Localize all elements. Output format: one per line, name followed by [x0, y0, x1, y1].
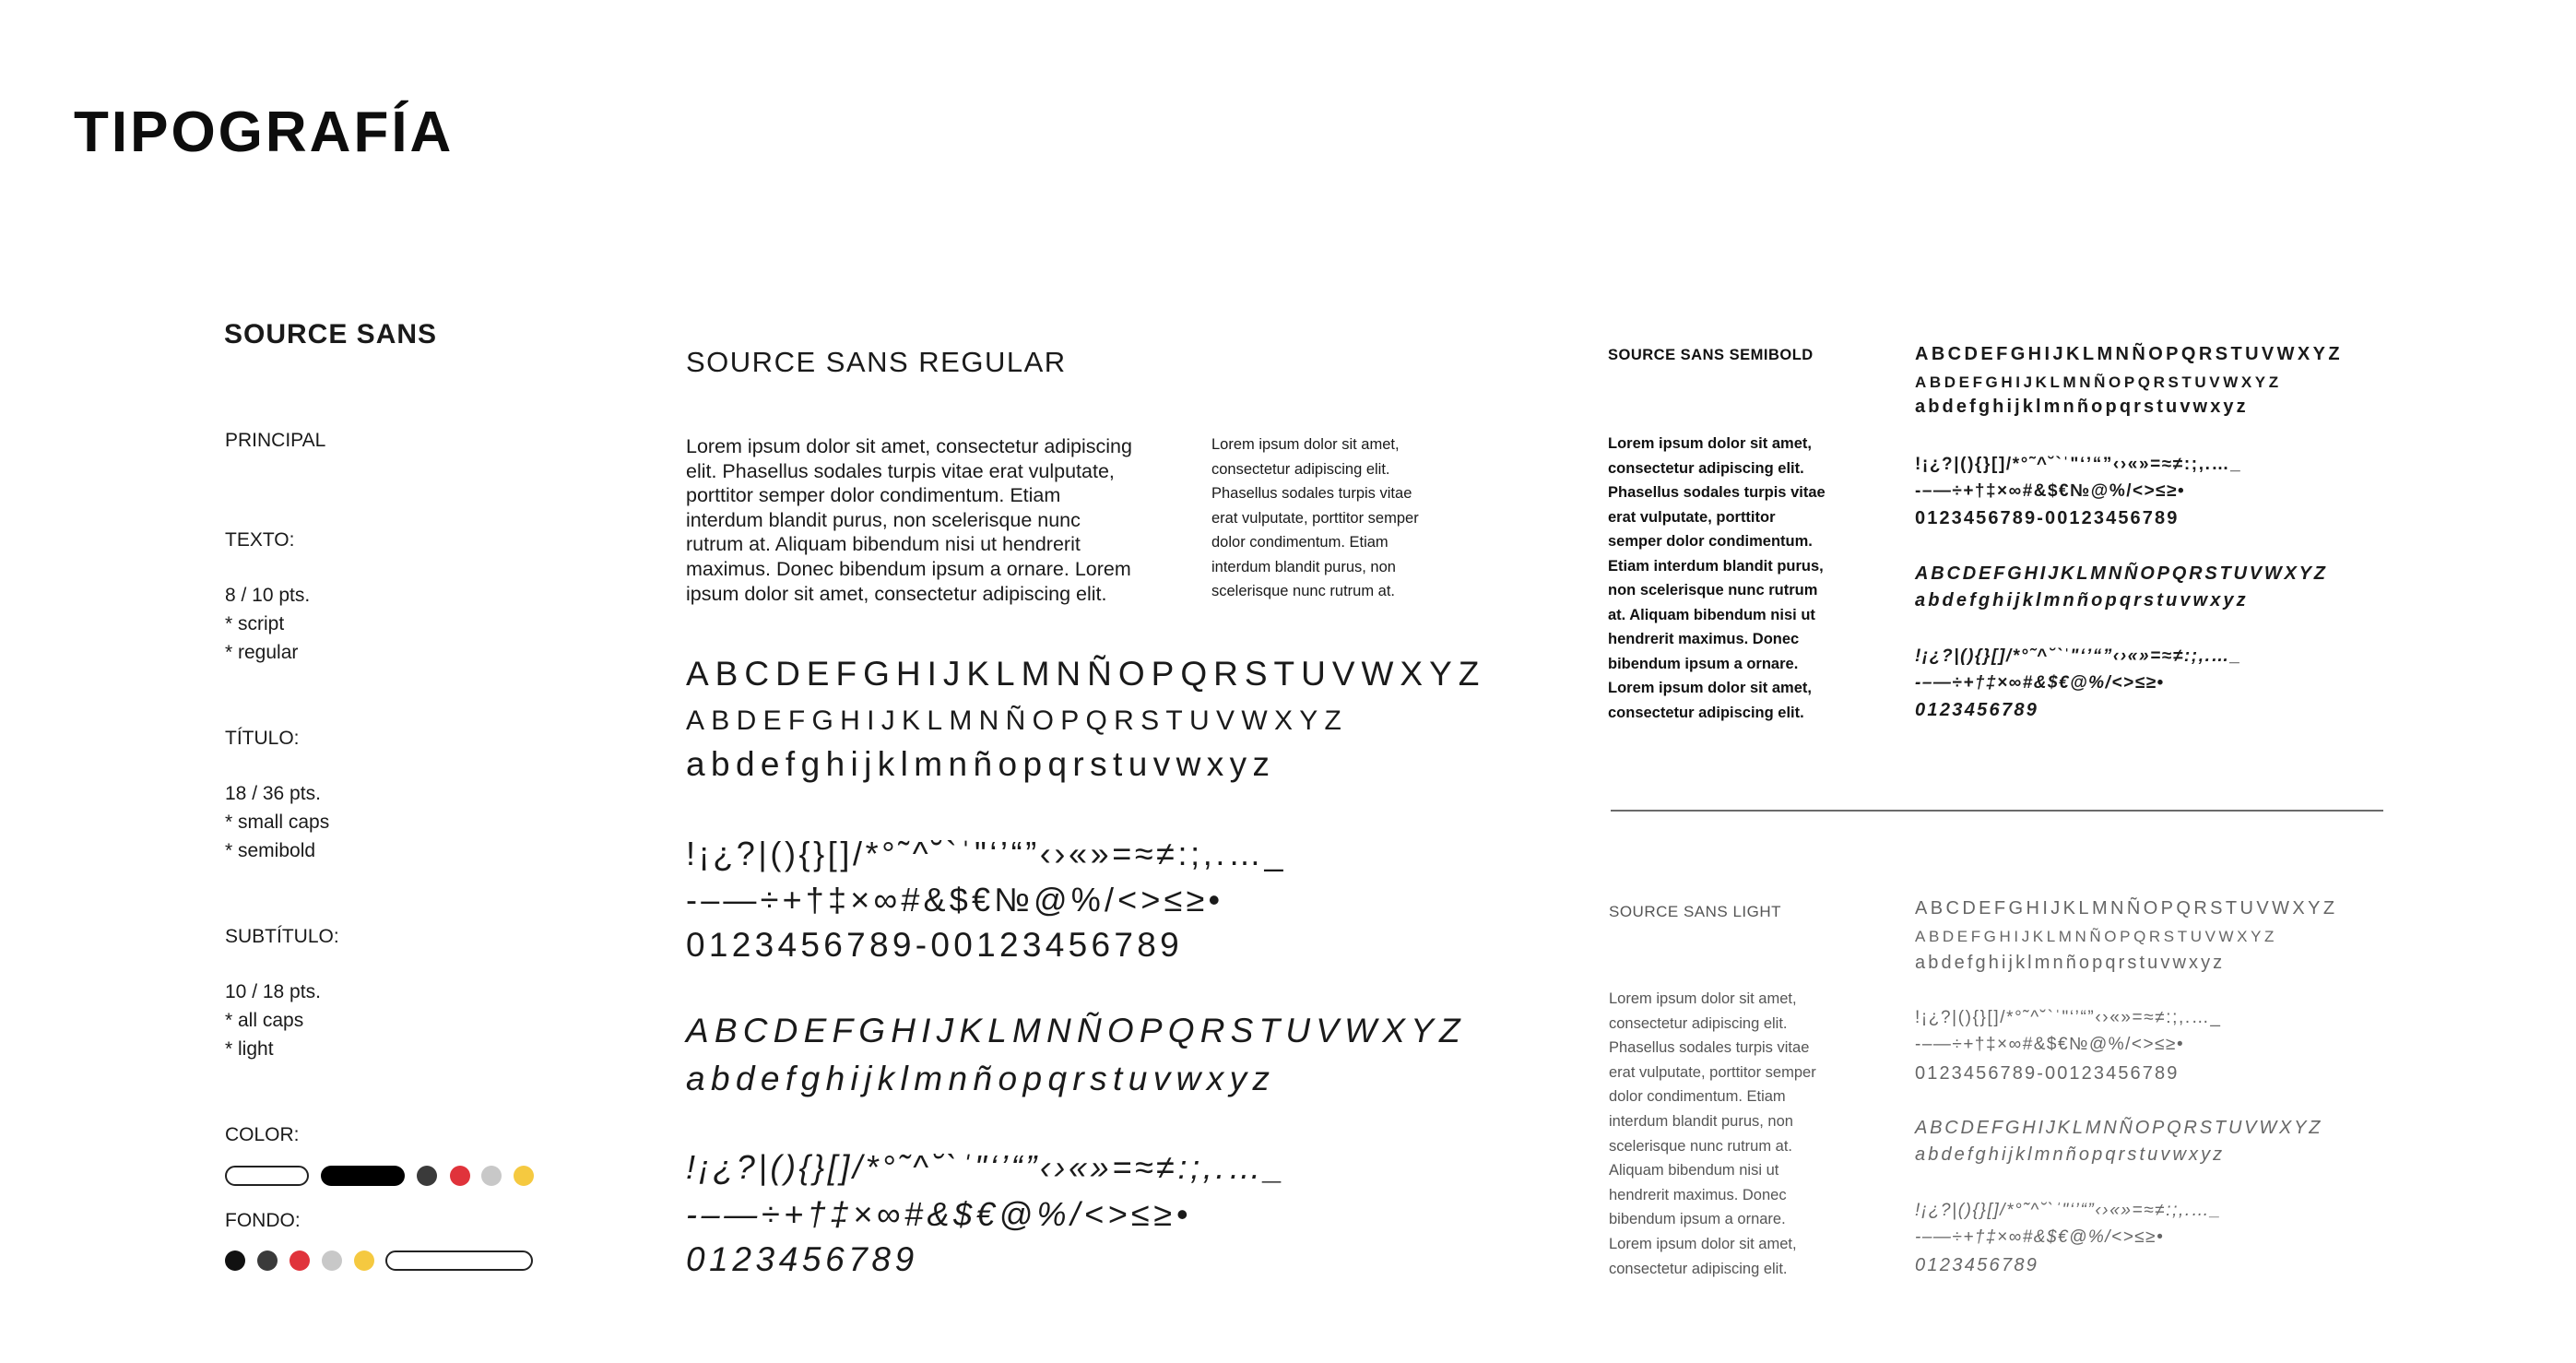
texto-weight: * regular — [225, 642, 299, 663]
light-lowercase: abdefghijklmnñopqrstuvwxyz — [1915, 953, 2226, 973]
color-swatch-dark-gray — [417, 1166, 437, 1186]
subtitulo-spec — [225, 978, 321, 1063]
light-italic-digits: 0123456789 — [1915, 1255, 2039, 1275]
fondo-swatch-black — [225, 1250, 245, 1271]
subtitulo-label: SUBTÍTULO: — [225, 926, 339, 947]
semibold-italic-lowercase: abdefghijklmnñopqrstuvwxyz — [1915, 590, 2249, 610]
light-smallcaps: ABDEFGHIJKLMNÑOPQRSTUVWXYZ — [1915, 928, 2278, 945]
semibold-sample: Lorem ipsum dolor sit amet, consectetur adipiscing elit. Phasellus sodales turpis vitae erat vulputate, porttitor semper dolor condimentum. Etiam interdum blandit purus, non scelerisque nunc rutrum at. Aliquam bibendum nisi ut hendrerit maximus. Donec bibendum ipsum a ornare. Lorem ipsum dolor sit amet, consectetur adipiscing elit. — [1608, 435, 1826, 721]
fondo-swatch-light-gray — [322, 1250, 342, 1271]
fondo-label: FONDO: — [225, 1210, 301, 1231]
semibold-smallcaps: ABDEFGHIJKLMNÑOPQRSTUVWXYZ — [1915, 373, 2282, 391]
light-italic-symbols-2: -–—÷+†‡×∞#&$€@%/<>≤≥• — [1915, 1227, 2165, 1247]
light-italic-symbols-1: !¡¿?|(){}[]/*°˜^˘`ˈ"‘’“”‹›«»=≈≠:;,.…_ — [1915, 1201, 2222, 1220]
semibold-italic-uppercase: ABCDEFGHIJKLMNÑOPQRSTUVWXYZ — [1915, 563, 2328, 584]
semibold-symbols-2: -–—÷+†‡×∞#&$€№@%/<>≤≥• — [1915, 481, 2186, 501]
semibold-italic-symbols-1: !¡¿?|(){}[]/*°˜^˘`ˈ"‘’“”‹›«»=≈≠:;,.…_ — [1915, 646, 2242, 666]
titulo-size: 18 / 36 pts. — [225, 783, 321, 804]
texto-style: * script — [225, 613, 285, 634]
regular-title: SOURCE SANS REGULAR — [686, 346, 1067, 378]
regular-smallcaps: ABDEFGHIJKLMNÑOPQRSTUVWXYZ — [686, 705, 1349, 736]
light-title: SOURCE SANS LIGHT — [1609, 903, 1782, 920]
color-swatch-light-gray — [481, 1166, 502, 1186]
texto-spec — [225, 581, 310, 667]
regular-sample-small: Lorem ipsum dolor sit amet, consectetur adipiscing elit. Phasellus sodales turpis vitae erat vulputate, porttitor semper dolor condimentum. Etiam interdum blandit purus, non scelerisque nunc rutrum at. — [1211, 436, 1419, 599]
light-digits: 0123456789-00123456789 — [1915, 1063, 2180, 1084]
semibold-italic-symbols-2: -–—÷+†‡×∞#&$€@%/<>≤≥• — [1915, 673, 2165, 693]
subtitulo-style: * all caps — [225, 1010, 304, 1031]
color-swatch-black — [321, 1166, 405, 1186]
regular-italic-lowercase: abdefghijklmnñopqrstuvwxyz — [686, 1060, 1276, 1097]
regular-digits: 0123456789-00123456789 — [686, 926, 1184, 964]
texto-label: TEXTO: — [225, 529, 295, 551]
regular-sample-large: Lorem ipsum dolor sit amet, consectetur adipiscing elit. Phasellus sodales turpis vitae erat vulputate, porttitor semper dolor condimentum. Etiam interdum blandit purus, non scelerisque nunc rutrum at. Aliquam bibendum nisi ut hendrerit maximus. Donec bibendum ipsum a ornare. Lorem ipsum dolor sit amet, consectetur adipiscing elit. — [686, 435, 1132, 605]
semibold-lowercase: abdefghijklmnñopqrstuvwxyz — [1915, 397, 2249, 417]
section-divider — [1611, 810, 2383, 812]
fondo-swatch-dark-gray — [257, 1250, 278, 1271]
color-swatch-red — [450, 1166, 470, 1186]
titulo-weight: * semibold — [225, 840, 316, 861]
color-label: COLOR: — [225, 1124, 300, 1145]
semibold-uppercase: ABCDEFGHIJKLMNÑOPQRSTUVWXYZ — [1915, 344, 2344, 364]
fondo-swatch-yellow — [354, 1250, 374, 1271]
fondo-swatch-white — [385, 1250, 533, 1271]
light-sample: Lorem ipsum dolor sit amet, consectetur adipiscing elit. Phasellus sodales turpis vitae erat vulputate, porttitor semper dolor condimentum. Etiam interdum blandit purus, non scelerisque nunc rutrum at. Aliquam bibendum nisi ut hendrerit maximus. Donec bibendum ipsum a ornare. Lorem ipsum dolor sit amet, consectetur adipiscing elit. — [1609, 990, 1816, 1277]
regular-uppercase: ABCDEFGHIJKLMNÑOPQRSTUVWXYZ — [686, 655, 1486, 693]
light-symbols-1: !¡¿?|(){}[]/*°˜^˘`ˈ"‘’“”‹›«»=≈≠:;,.…_ — [1915, 1008, 2222, 1027]
semibold-digits: 0123456789-00123456789 — [1915, 508, 2180, 528]
color-swatch-yellow — [514, 1166, 534, 1186]
regular-symbols-1: !¡¿?|(){}[]/*°˜^˘`ˈ"‘’“”‹›«»=≈≠:;,.…_ — [686, 835, 1287, 872]
page-title: TIPOGRAFÍA — [74, 101, 455, 164]
semibold-symbols-1: !¡¿?|(){}[]/*°˜^˘`ˈ"‘’“”‹›«»=≈≠:;,.…_ — [1915, 455, 2242, 474]
regular-italic-symbols-2: -–—÷+†‡×∞#&$€@%/<>≤≥• — [686, 1195, 1192, 1233]
regular-italic-uppercase: ABCDEFGHIJKLMNÑOPQRSTUVWXYZ — [686, 1012, 1466, 1049]
semibold-italic-digits: 0123456789 — [1915, 700, 2039, 720]
light-italic-lowercase: abdefghijklmnñopqrstuvwxyz — [1915, 1144, 2226, 1165]
regular-italic-digits: 0123456789 — [686, 1240, 918, 1278]
texto-size: 8 / 10 pts. — [225, 585, 311, 606]
semibold-title: SOURCE SANS SEMIBOLD — [1608, 347, 1814, 363]
titulo-label: TÍTULO: — [225, 728, 300, 749]
font-family-heading: SOURCE SANS — [224, 319, 438, 350]
subtitulo-size: 10 / 18 pts. — [225, 981, 321, 1002]
light-symbols-2: -–—÷+†‡×∞#&$€№@%/<>≤≥• — [1915, 1035, 2185, 1054]
subtitulo-weight: * light — [225, 1038, 274, 1060]
principal-label: PRINCIPAL — [225, 430, 326, 451]
color-swatch-white — [225, 1166, 309, 1186]
light-uppercase: ABCDEFGHIJKLMNÑOPQRSTUVWXYZ — [1915, 898, 2338, 919]
titulo-spec — [225, 779, 329, 865]
light-italic-uppercase: ABCDEFGHIJKLMNÑOPQRSTUVWXYZ — [1915, 1118, 2323, 1138]
fondo-swatch-red — [290, 1250, 310, 1271]
regular-lowercase: abdefghijklmnñopqrstuvwxyz — [686, 745, 1276, 783]
regular-italic-symbols-1: !¡¿?|(){}[]/*°˜^˘`ˈ"‘’“”‹›«»=≈≠:;,.…_ — [686, 1148, 1287, 1186]
regular-symbols-2: -–—÷+†‡×∞#&$€№@%/<>≤≥• — [686, 881, 1224, 919]
titulo-style: * small caps — [225, 812, 330, 833]
